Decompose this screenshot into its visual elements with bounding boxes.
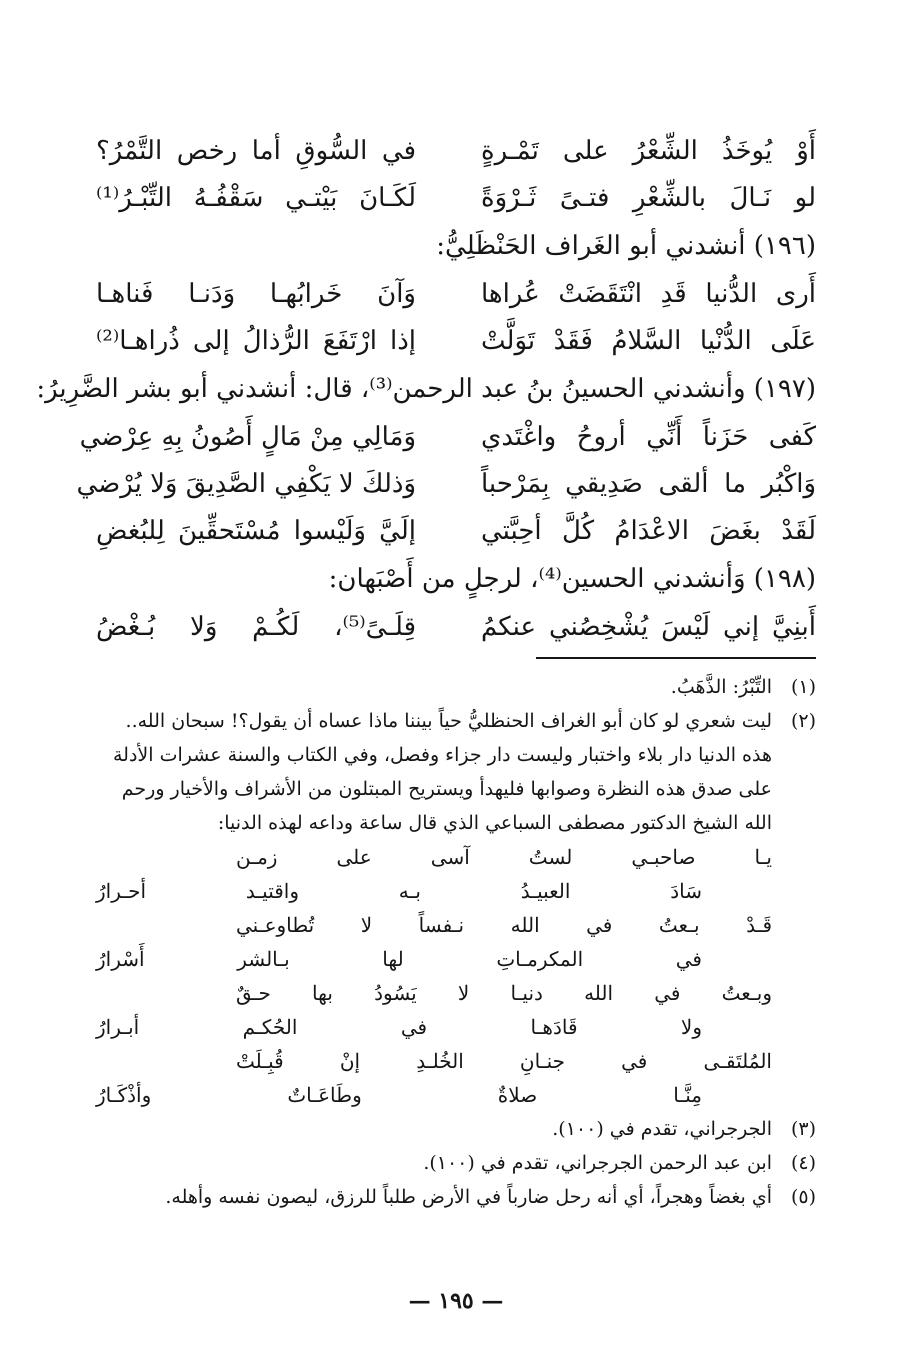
poem-line — [96, 874, 772, 908]
verse-second-hemistich: لَكَـانَ بَيْتـي سَقْفُـهُ التِّبْـرُ⁽¹⁾ — [96, 183, 416, 213]
verse-line — [79, 414, 816, 461]
footnote-text-line: ليت شعري لو كان أبو الغراف الحنظليُّ حياً بيننا ماذا عساه أن يقول؟! سبحان الله.. — [125, 710, 772, 732]
verse-first-hemistich: أَرى الدُّنيا قَدِ انْتَقَضَتْ عُراها — [481, 279, 816, 309]
verse-first-hemistich: لو نَـالَ بالشِّعْرِ فتـىً ثَـرْوَةً — [481, 183, 816, 213]
poem-line-text: سَادَ العبيـدُ بـه واقتيـد أحـرارُ — [96, 879, 702, 903]
footnote-2 — [96, 704, 816, 840]
verse-line — [96, 604, 816, 651]
verse-line — [76, 461, 816, 508]
footnote-number: (٣) — [790, 1118, 816, 1140]
verse-first-hemistich: لَقَدْ بغَضَ الاعْدَامُ كُلَّ أحِبَّتي — [481, 516, 816, 546]
footnote-5 — [96, 1180, 816, 1214]
verse-line — [96, 508, 816, 555]
footnote-4 — [96, 1146, 816, 1180]
poem-line-text: وبـعتُ في الله دنيـا لا يَسُودُ بها حـقٌ — [236, 981, 772, 1005]
poem-line — [96, 840, 772, 874]
poem-line-text: في المكرمـاتِ لها بـالشر أَسْرارُ — [96, 947, 702, 971]
poem-line — [96, 942, 772, 976]
verse-second-hemistich: إذا ارْتَفَعَ الرُّذالُ إلى ذُراهـا⁽²⁾ — [96, 326, 416, 356]
poem-line — [96, 908, 772, 942]
footnote-text: التِّبْرُ: الذَّهَبُ. — [670, 676, 772, 698]
verse-first-hemistich: كَفى حَزَناً أَنِّي أروحُ واغْتَدي — [481, 422, 816, 452]
footnote-text: أي بغضاً وهجراً، أي أنه رحل ضارباً في الأرض طلباً للرزق، ليصون نفسه وأهله. — [165, 1186, 772, 1208]
footnote-text: الجرجراني، تقدم في (١٠٠). — [552, 1118, 772, 1140]
verse-line — [96, 175, 816, 222]
poem-line-text: مِنَّـا صلاةٌ وطَاعَـاتٌ وأذْكَـارُ — [96, 1083, 702, 1107]
footnote-number: (٥) — [790, 1186, 816, 1208]
page-number: — ١٩٥ — — [408, 1288, 504, 1314]
verse-line — [96, 271, 816, 318]
footnote-text-line: هذه الدنيا دار بلاء واختبار وليست دار جزاء وفصل، وفي الكتاب والسنة عشرات الأدلة — [113, 744, 772, 766]
entry-196-heading: (١٩٦) أنشدني أبو الغَراف الحَنْظَلِيُّ: — [436, 231, 816, 261]
poem-line-text: ولا قَادَهـا في الحُكـم أبـرارُ — [96, 1015, 702, 1039]
verse-first-hemistich: أَوْ يُوخَذُ الشِّعْرُ على تَمْـرةٍ — [481, 136, 816, 166]
poem-line-text: يـا صاحبـي لستُ آسى على زمـن — [236, 845, 772, 869]
footnotes — [96, 670, 816, 1214]
verse-second-hemistich: وَذلكَ لا يَكْفِي الصَّدِيقَ وَلا يُرْضي — [76, 469, 416, 499]
verse-second-hemistich: وَآنَ خَرابُهـا وَدَنـا فَناهـا — [96, 279, 416, 309]
footnote-number: (١) — [790, 676, 816, 698]
entry-198-heading: (١٩٨) وَأنشدني الحسين⁽⁴⁾، لرجلٍ من أَصْبَهان: — [328, 564, 816, 594]
footnote-1 — [96, 670, 816, 704]
verse-second-hemistich: في السُّوقِ أما رخص التَّمْرُ؟ — [96, 136, 416, 166]
verse-line — [96, 318, 816, 365]
poem-line — [96, 976, 772, 1010]
poem-line — [96, 1044, 772, 1078]
verse-second-hemistich: وَمَالِي مِنْ مَالٍ أَصُونُ بِهِ عِرْضي — [79, 422, 416, 452]
poem-line-text: المُلتَقـى في جنـانِ الخُلـدِ إنْ قُبِـلَتْ — [236, 1049, 772, 1073]
footnote-separator — [536, 657, 816, 659]
verse-first-hemistich: عَلَى الدُّنْيا السَّلامُ فَقَدْ تَوَلَّتْ — [481, 326, 816, 356]
poem-line — [96, 1078, 772, 1112]
verse-second-hemistich: قِلَـىً⁽⁵⁾، لَكُـمْ وَلا بُـغْضُ — [96, 612, 416, 642]
footnote-text-line: على صدق هذه النظرة وصوابها فليهدأ ويستريح المبتلون من الأشراف والأخيار ورحم — [121, 778, 772, 800]
verse-first-hemistich: أَبنِيَّ إني لَيْسَ يُشْخِصُني عنكمُ — [481, 612, 816, 642]
verse-first-hemistich: وَاكْبُر ما ألقى صَدِيقي بِمَرْحباً — [481, 469, 816, 499]
footnote-text-line: الله الشيخ الدكتور مصطفى السباعي الذي قال ساعة وداعه لهذه الدنيا: — [217, 812, 772, 834]
footnote-poem — [96, 840, 816, 1112]
footnote-number: (٢) — [790, 710, 816, 732]
footnote-number: (٤) — [790, 1152, 816, 1174]
main-text — [36, 128, 816, 651]
footnote-text: ابن عبد الرحمن الجرجراني، تقدم في (١٠٠). — [423, 1152, 772, 1174]
poem-line-text: قَـدْ بـعتُ في الله نـفساً لا تُطاوعـني — [236, 913, 772, 937]
poem-line — [96, 1010, 772, 1044]
verse-second-hemistich: إلَيَّ وَلَيْسوا مُسْتَحقِّينَ لِلبُغضِ — [96, 516, 416, 546]
verse-line — [96, 128, 816, 175]
entry-197-heading: (١٩٧) وأنشدني الحسينُ بنُ عبد الرحمن⁽³⁾، قال: أنشدني أبو بشر الضَّرِيرُ: — [36, 374, 816, 404]
footnote-3 — [96, 1112, 816, 1146]
